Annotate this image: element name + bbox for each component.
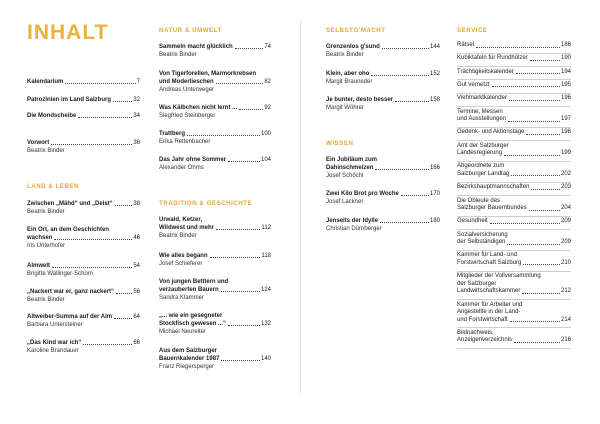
toc-entry[interactable]: Die Mondscheibe 34 xyxy=(27,113,140,119)
service-title: Gesundheit xyxy=(457,218,488,225)
divider xyxy=(457,66,571,67)
toc-entry[interactable]: Trattberg 100 Erika Rettenbacher xyxy=(159,131,271,145)
divider xyxy=(457,93,571,94)
service-entry[interactable] xyxy=(457,330,571,345)
service-title: Anzeigenverzeichnis xyxy=(457,337,513,344)
service-page: 194 xyxy=(560,68,571,75)
divider xyxy=(457,127,571,128)
toc-entry[interactable]: Jenseits der Idylle 180 Christian Dürnberger xyxy=(326,218,440,232)
section-heading: NATUR & UMWELT xyxy=(159,27,222,34)
divider xyxy=(457,106,571,107)
toc-entry[interactable]: Das Jahr ohne Sommer 104 Alexander Ohms xyxy=(159,157,271,171)
service-entry[interactable] xyxy=(457,69,571,77)
column-1 xyxy=(27,0,140,424)
divider xyxy=(457,79,571,80)
toc-entry[interactable]: Sammeln macht glücklich 74 Beatrix Binder xyxy=(159,44,271,58)
toc-entry[interactable]: Je bunter, desto besser 158 Margit Wöhrer xyxy=(326,97,440,111)
divider xyxy=(457,195,571,196)
divider xyxy=(457,327,571,328)
service-title: Abgeordnete zum xyxy=(457,163,505,170)
page-gutter xyxy=(300,20,301,394)
service-entry[interactable] xyxy=(457,184,571,192)
service-page: 198 xyxy=(560,129,571,136)
service-title: Termine, Messen xyxy=(457,108,503,115)
service-entry[interactable] xyxy=(457,55,571,63)
service-title: Landwirtschaftskammer xyxy=(457,288,521,295)
service-title: Gedenk- und Aktionstage xyxy=(457,129,525,136)
section-heading: TRADITION & GESCHICHTE xyxy=(159,200,253,207)
column-2 xyxy=(159,0,271,424)
toc-entry[interactable]: Von Tigerforellen, Marmorkrebsen und Moderlieschen 82 Andreas Unterweger xyxy=(159,71,271,93)
toc-entry[interactable]: „Das Kind war ich“ 66 Karoline Brandauer xyxy=(27,340,140,354)
service-title: Viehmarktkalender xyxy=(457,95,507,102)
leader-dots xyxy=(516,73,560,74)
page-title: INHALT xyxy=(27,21,109,44)
toc-entry[interactable]: Patrozinien im Land Salzburg 32 xyxy=(27,97,140,103)
service-title: Amt der Salzburger xyxy=(457,142,509,149)
divider xyxy=(457,299,571,300)
leader-dots xyxy=(504,155,560,156)
service-title: Salzburger Bauernbundes xyxy=(457,205,527,211)
leader-dots xyxy=(492,86,560,87)
service-title: Angestellte in der Land- xyxy=(457,309,521,315)
service-page: 214 xyxy=(560,316,571,323)
service-page: 209 xyxy=(560,218,571,225)
divider xyxy=(457,140,571,141)
service-entry[interactable] xyxy=(457,143,571,158)
toc-entry[interactable]: Almwelt 54 Brigitte Wallinger-Schorn xyxy=(27,263,140,277)
leader-dots xyxy=(523,264,560,265)
service-title: Landesregierung xyxy=(457,150,503,157)
column-3 xyxy=(326,0,440,424)
leader-dots xyxy=(522,293,560,294)
leader-dots xyxy=(509,100,560,101)
service-entry[interactable] xyxy=(457,82,571,90)
service-page: 203 xyxy=(560,184,571,191)
service-title: Kammer für Arbeiter und xyxy=(457,301,523,308)
service-page: 197 xyxy=(560,116,571,122)
toc-entry[interactable]: Was Kälbchen nicht lernt ... 92 Siegfried Steinberger xyxy=(159,105,271,119)
service-page: 186 xyxy=(560,42,571,48)
leader-dots xyxy=(476,47,560,48)
divider xyxy=(457,271,571,272)
leader-dots xyxy=(514,342,560,343)
service-title: der Salzburger xyxy=(457,280,497,287)
service-title: Gut vernetzt xyxy=(457,81,490,88)
service-entry[interactable] xyxy=(457,273,571,296)
service-page: 196 xyxy=(560,95,571,102)
service-title: Mitglieder der Vollversammlung xyxy=(457,273,541,280)
service-title: Kubiktafeln für Rundhölzer xyxy=(457,55,528,62)
leader-dots xyxy=(508,121,560,122)
leader-dots xyxy=(507,244,560,245)
service-title: und Ausstellungen xyxy=(457,116,507,122)
toc-entry[interactable]: Ein Ort, an dem Geschichten wachsen 46 Iris Unterhofer xyxy=(27,227,140,249)
service-entry[interactable] xyxy=(457,95,571,103)
service-title: Die Obleute des xyxy=(457,197,501,204)
toc-entry[interactable]: „... wie ein gesegneter Stockfisch gewesen ...“ 132 Michael Neureiter xyxy=(159,313,271,335)
service-entry[interactable] xyxy=(457,218,571,226)
service-entry[interactable] xyxy=(457,302,571,325)
divider xyxy=(457,161,571,162)
service-page: 199 xyxy=(560,150,571,157)
divider xyxy=(457,348,571,349)
divider xyxy=(457,216,571,217)
service-page: 216 xyxy=(560,337,571,344)
toc-entry[interactable]: Grenzenlos g'sund 144 Beatrix Binder xyxy=(326,44,440,58)
service-entry[interactable] xyxy=(457,109,571,124)
toc-entry[interactable]: „Nackert war er, ganz nackert“ 56 Beatrix Binder xyxy=(27,289,140,303)
service-page: 202 xyxy=(560,170,571,177)
service-page: 190 xyxy=(560,55,571,62)
toc-entry[interactable]: Zwischen „Mähd“ und „Deist“ 38 Beatrix Binder xyxy=(27,201,140,215)
leader-dots xyxy=(530,60,560,61)
toc-entry[interactable]: Von jungen Bettlern und verzauberten Bauern 124 Sandra Klammer xyxy=(159,279,271,301)
service-page: 204 xyxy=(560,205,571,211)
leader-dots xyxy=(510,321,560,322)
service-entry[interactable] xyxy=(457,42,571,50)
divider xyxy=(457,53,571,54)
toc-entry[interactable]: Klein, aber oho 152 Margit Brauneder xyxy=(326,71,440,85)
leader-dots xyxy=(531,189,560,190)
service-title: und Forstwirtschaft xyxy=(457,316,508,323)
service-title: Forstwirtschaft Salzburg xyxy=(457,259,522,266)
service-title: der Selbständigen xyxy=(457,239,506,246)
divider xyxy=(457,250,571,251)
service-title: Kammer für Land- und xyxy=(457,252,518,259)
service-title: Sozialversicherung xyxy=(457,231,508,238)
leader-dots xyxy=(526,134,560,135)
divider xyxy=(457,182,571,183)
service-title: Bildnachweis, xyxy=(457,329,494,336)
service-title: Rätsel xyxy=(457,42,475,48)
service-title: Bezirkshauptmannschaften xyxy=(457,184,530,191)
section-heading: SERVICE xyxy=(457,27,488,34)
section-heading: LAND & LEBEN xyxy=(27,183,80,190)
service-page: 212 xyxy=(560,288,571,295)
toc-entry[interactable]: Zwei Kilo Brot pro Woche 170 Josef Lackner xyxy=(326,191,440,205)
service-page: 195 xyxy=(560,81,571,88)
toc-entry[interactable]: Wie alles begann 118 Josef Schieferer xyxy=(159,253,271,267)
section-heading: SELBSTG'MACHT xyxy=(326,27,386,34)
service-entry[interactable] xyxy=(457,198,571,213)
divider xyxy=(457,229,571,230)
toc-entry[interactable]: Ein Jubiläum zum Dahinschmelzen 166 Josef Schöchl xyxy=(326,157,440,179)
service-entry[interactable] xyxy=(457,252,571,267)
column-4 xyxy=(457,0,571,424)
service-entry[interactable] xyxy=(457,163,571,178)
toc-entry[interactable]: Aus dem Salzburger Bauernkalender 1987 140 Franz Riegersperger xyxy=(159,348,271,370)
leader-dots xyxy=(511,175,560,176)
service-title: Trächtigkeitskalender xyxy=(457,68,514,75)
service-entry[interactable] xyxy=(457,129,571,137)
toc-entry[interactable]: Altweiber-Summa auf der Alm 64 Barbara Untersteiner xyxy=(27,314,140,328)
toc-entry[interactable]: Kalendarium 7 xyxy=(27,79,140,85)
service-page: 210 xyxy=(560,259,571,266)
service-title: Salzburger Landtag xyxy=(457,170,510,177)
toc-entry[interactable]: Urwald, Ketzer, Wildwest und mehr 112 Beatrix Binder xyxy=(159,217,271,239)
leader-dots xyxy=(529,210,560,211)
service-page: 209 xyxy=(560,239,571,246)
service-entry[interactable] xyxy=(457,232,571,247)
leader-dots xyxy=(490,223,560,224)
section-heading: WISSEN xyxy=(326,140,354,147)
toc-entry[interactable]: Vorwort 36 Beatrix Binder xyxy=(27,140,140,154)
